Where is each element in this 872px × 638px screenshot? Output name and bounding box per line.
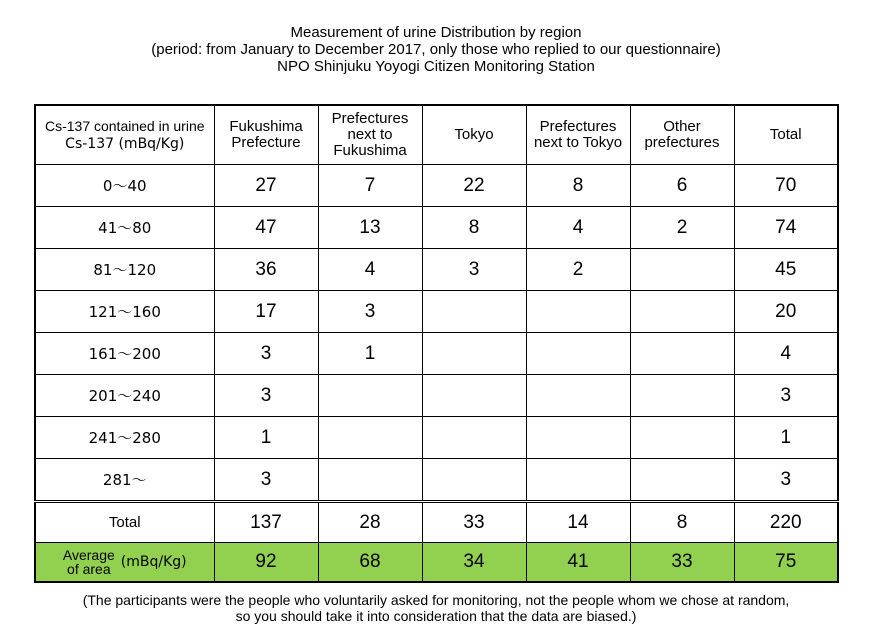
count-cell [526, 375, 630, 417]
range-cell: 0～40 [35, 165, 214, 207]
average-label-line1: Average [62, 547, 115, 563]
range-cell: 81～120 [35, 249, 214, 291]
total-cell: 8 [630, 502, 734, 543]
header-other: Other prefectures [630, 105, 734, 165]
average-row [35, 543, 838, 583]
count-cell: 2 [526, 249, 630, 291]
count-cell: 1 [214, 417, 318, 459]
count-cell: 3 [734, 459, 838, 502]
count-cell [422, 417, 526, 459]
title-line-2: (period: from January to December 2017, only those who replied to our questionnaire) [151, 41, 721, 58]
average-unit: (mBq/Kg) [120, 554, 187, 570]
header-cs137-line2: Cs-137 (mBq/Kg) [65, 136, 185, 152]
count-cell [526, 459, 630, 502]
count-cell [422, 291, 526, 333]
count-cell [630, 417, 734, 459]
range-cell: 41～80 [35, 207, 214, 249]
average-cell: 68 [318, 543, 422, 583]
title-block [0, 24, 872, 75]
average-label [35, 543, 214, 583]
count-cell: 6 [630, 165, 734, 207]
total-cell: 14 [526, 502, 630, 543]
average-cell: 92 [214, 543, 318, 583]
total-cell: 28 [318, 502, 422, 543]
header-next-to-fukushima: Prefectures next to Fukushima [318, 105, 422, 165]
count-cell: 4 [526, 207, 630, 249]
count-cell: 8 [526, 165, 630, 207]
table-row [35, 333, 838, 375]
count-cell: 3 [214, 459, 318, 502]
average-cell: 33 [630, 543, 734, 583]
table-row [35, 165, 838, 207]
footnote-line-1: (The participants were the people who voluntarily asked for monitoring, not the people whom we chose at random, [82, 592, 790, 608]
count-cell: 22 [422, 165, 526, 207]
header-cs137-line1: Cs-137 contained in urine [44, 118, 205, 134]
count-cell [318, 375, 422, 417]
count-cell: 8 [422, 207, 526, 249]
table-row [35, 375, 838, 417]
count-cell: 45 [734, 249, 838, 291]
table-row [35, 291, 838, 333]
count-cell: 3 [734, 375, 838, 417]
title-line-1: Measurement of urine Distribution by region [290, 24, 582, 41]
table-row [35, 459, 838, 502]
count-cell: 47 [214, 207, 318, 249]
count-cell: 7 [318, 165, 422, 207]
count-cell: 20 [734, 291, 838, 333]
count-cell [630, 249, 734, 291]
average-label-line2: of area [67, 561, 111, 577]
count-cell [630, 375, 734, 417]
total-label: Total [35, 502, 214, 543]
count-cell: 4 [318, 249, 422, 291]
table-row [35, 249, 838, 291]
count-cell: 36 [214, 249, 318, 291]
count-cell: 3 [214, 333, 318, 375]
title-line-3: NPO Shinjuku Yoyogi Citizen Monitoring Station [277, 58, 595, 75]
footnote [0, 592, 872, 624]
count-cell: 13 [318, 207, 422, 249]
average-cell: 34 [422, 543, 526, 583]
count-cell: 2 [630, 207, 734, 249]
count-cell: 3 [318, 291, 422, 333]
count-cell: 74 [734, 207, 838, 249]
count-cell [526, 333, 630, 375]
count-cell [526, 291, 630, 333]
total-cell: 137 [214, 502, 318, 543]
range-cell: 281～ [35, 459, 214, 502]
range-cell: 121～160 [35, 291, 214, 333]
header-tokyo: Tokyo [422, 105, 526, 165]
range-cell: 161～200 [35, 333, 214, 375]
average-cell: 41 [526, 543, 630, 583]
count-cell [422, 375, 526, 417]
count-cell: 70 [734, 165, 838, 207]
range-cell: 201～240 [35, 375, 214, 417]
count-cell [422, 459, 526, 502]
total-cell: 33 [422, 502, 526, 543]
table-row [35, 417, 838, 459]
count-cell: 27 [214, 165, 318, 207]
count-cell: 3 [422, 249, 526, 291]
header-fukushima: Fukushima Prefecture [214, 105, 318, 165]
count-cell: 4 [734, 333, 838, 375]
count-cell [422, 333, 526, 375]
total-cell: 220 [734, 502, 838, 543]
count-cell: 1 [734, 417, 838, 459]
table-row [35, 207, 838, 249]
count-cell [630, 291, 734, 333]
total-row [35, 502, 838, 543]
footnote-line-2: so you should take it into consideration that the data are biased.) [235, 608, 637, 624]
header-next-to-tokyo: Prefectures next to Tokyo [526, 105, 630, 165]
range-cell: 241～280 [35, 417, 214, 459]
header-total: Total [734, 105, 838, 165]
average-cell: 75 [734, 543, 838, 583]
count-cell [630, 459, 734, 502]
count-cell [318, 459, 422, 502]
count-cell: 1 [318, 333, 422, 375]
count-cell: 17 [214, 291, 318, 333]
header-cs137 [35, 105, 214, 165]
count-cell [318, 417, 422, 459]
distribution-table [34, 104, 839, 583]
count-cell [630, 333, 734, 375]
count-cell [526, 417, 630, 459]
count-cell: 3 [214, 375, 318, 417]
header-row [35, 105, 838, 165]
